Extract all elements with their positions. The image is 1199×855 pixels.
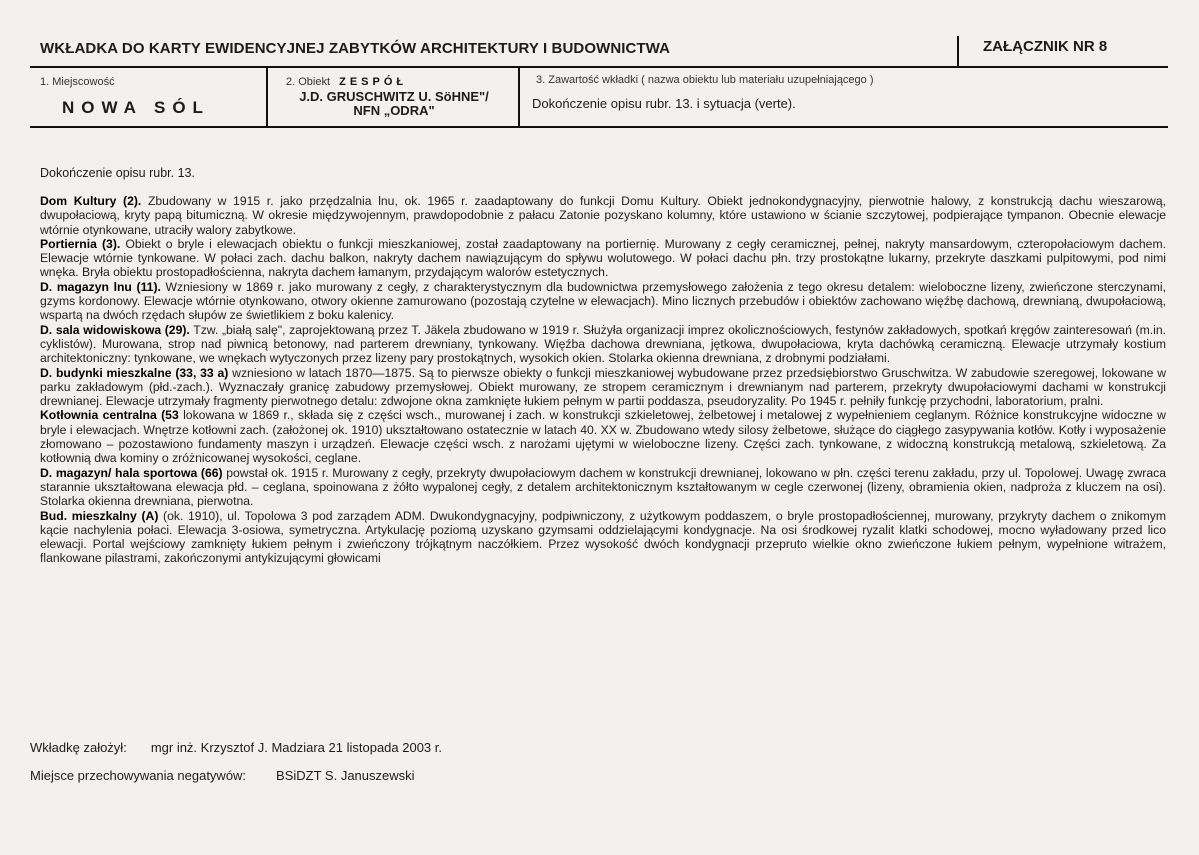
entry-text: Zbudowany w 1915 r. jako przędzalnia lnu, ok. 1965 r. zaadaptowany do funkcji Domu Kultury. Obiekt jednokondygnacyjny, pierwotnie halowy, z konstrukcją dachu wieszarową, dwupołaciową, kryty papą bitumiczną. W okresie międzywojennym, prawdopodobnie z pałacu Zatonie pozyskano kolumny, które ustawiono w ścianie szczytowej, podpierające tympanon. Obecnie elewacje wtórnie otynkowane, utraciły walory zabytkowe. bbox=[40, 194, 1166, 237]
entry-text: powstał ok. 1915 r. Murowany z cegły, przekryty dwupołaciowym dachem w konstrukcji drewnianej, lokowano w płn. części terenu zakładu, przy ul. Topolowej. Uwagę zwraca starannie ukształtowana elewacja płd. – ceglana, spoinowana z żółto wypalonej cegły, z detalem architektonicznym kształtowanym w cegle czerwonej (lizeny, obramienia okien, nadproża z kluczem na osi). Stolarka okienna drewniana, pierwotna. bbox=[40, 465, 1166, 509]
entry-title: D. magazyn lnu (11). bbox=[40, 279, 161, 294]
entry-title: Portiernia (3). bbox=[40, 236, 121, 251]
header-separator bbox=[957, 36, 959, 66]
entry-dom-kultury bbox=[40, 194, 1166, 237]
object-label bbox=[286, 76, 407, 88]
entry-magazyn-lnu bbox=[40, 280, 1166, 323]
entry-portiernia bbox=[40, 237, 1166, 280]
contents-value: Dokończenie opisu rubr. 13. i sytuacja (verte). bbox=[532, 96, 796, 111]
entry-text: wzniesiono w latach 1870—1875. Są to pierwsze obiekty o funkcji mieszkaniowej wybudowane przez przedsiębiorstwo Gruschwitza. W zabudowie szeregowej, lokowane w parku zakładowym (płd.-zach.). Wyznaczały granicę zabudowy przemysłowej. Obiekt murowany, ze stropem ceramicznym i drewnianym nad parterem, przekryty dwupołaciowymi dachami w konstrukcji drewnianej. Elewacje utrzymały fragmenty pierwotnego detalu: zdwojone okna zamknięte łukiem pełnym w partii poddasza, pseudoryzality. Po 1945 r. pełniły funkcję przychodni, laboratorium, pralni. bbox=[40, 365, 1166, 409]
object-name bbox=[270, 90, 518, 118]
object-name-line1: J.D. GRUSCHWITZ U. SöHNE"/ bbox=[299, 89, 489, 104]
locality-label: 1. Miejscowość bbox=[40, 76, 115, 88]
entry-title: Kotłownia centralna (53 bbox=[40, 408, 179, 423]
field-separator-1 bbox=[266, 68, 268, 128]
object-label-text: 2. Obiekt bbox=[286, 76, 331, 88]
entry-hala-sportowa bbox=[40, 466, 1166, 509]
entry-text: Obiekt o bryle i elewacjach obiektu o funkcji mieszkaniowej, został zaadaptowany na portiernię. Murowany z cegły ceramicznej, pełnej, nakryty mansardowym, czteropołaciowym dachem. Elewacje wtórnie tynkowane. W połaci zach. dachu balkon, nakryty dachem nawiązującym do spływu wolutowego. W połaci dachu płn. trzy prostokątne lukarny, przekryte daszkami pulpitowymi, pod nimi wnęka. Bryła obiektu prostopadłościenna, nakryta dachem łamanym, przydającym walorów estetycznych. bbox=[40, 236, 1166, 280]
storage-line bbox=[30, 768, 415, 783]
author-value: mgr inż. Krzysztof J. Madziara 21 listopada 2003 r. bbox=[150, 740, 442, 755]
entry-kotlownia bbox=[40, 408, 1166, 465]
author-line bbox=[30, 740, 442, 755]
entry-title: Bud. mieszkalny (A) bbox=[40, 508, 159, 523]
header-rule-bottom bbox=[30, 126, 1168, 128]
object-type: ZESPÓŁ bbox=[339, 76, 408, 88]
entry-title: Dom Kultury (2). bbox=[40, 194, 142, 208]
object-name-line2: NFN „ODRA" bbox=[353, 103, 435, 118]
locality-value: NOWA SÓL bbox=[62, 98, 210, 117]
author-label: Wkładkę założył: bbox=[30, 740, 127, 755]
entry-text: lokowana w 1869 r., składa się z części wsch., murowanej i zach. w konstrukcji szkieletowej, żelbetowej i metalowej z wypełnieniem ceglanym. Różnice konstrukcyjne widoczne w bryle i elewacjach. Wnętrze kotłowni zach. (założonej ok. 1910) ukształtowano ostatecznie w latach 40. XX w. Zbudowano wtedy silosy żelbetowe, służące do ciągłego zasypywania kotłów. Kotły i wyposażenie złomowano – pozostawiono fundamenty maszyn i urządzeń. Elewacje części wsch. z narożami ujętymi w wieloboczne lizeny. Części zach. tynkowane, z widoczną konstrukcją metalową, szkieletową. Za kotłownią dwa kominy o zróżnicowanej wysokości, ceglane. bbox=[40, 408, 1166, 466]
header-rule-top bbox=[30, 66, 1168, 68]
entry-sala-widowiskowa bbox=[40, 323, 1166, 366]
entry-text: Tzw. „białą salę", zaprojektowaną przez T. Jäkela zbudowano w 1919 r. Służyła organizacji imprez okolicznościowych, festynów zakładowych, spotkań kręgów zainteresowań (m.in. cyklistów). Murowana, strop nad piwnicą betonowy, nad parterem drewniany, tynkowany. Więźba dachowa drewniana, jętkowa, dwupołaciowa, kryta dachówką ceramiczną. Elewacje utrzymały kostium architektoniczny: tynkowane, we wnękach wytyczonych przez lizeny pary prostokątnych, wysokich okien. Stolarka okienna drewniana, z drobnymi podziałami. bbox=[40, 322, 1166, 366]
entry-text: (ok. 1910), ul. Topolowa 3 pod zarządem ADM. Dwukondygnacyjny, podpiwniczony, z użytkowym poddaszem, o bryle prostopadłościennej, murowany, przykryty dachem o znikomym kącie nachylenia połaci. Elewacja 3-osiowa, symetryczna. Artykulację poziomą uzyskano gzymsami oddzielającymi kondygnacje. Na osi środkowej ryzalit klatki schodowej, mocno wyładowany przed lico elewacji. Portal wejściowy zamknięty łukiem pełnym i zwieńczony trójkątnym naczółkiem. Przez wysokość dwóch kondygnacji przepruto wielkie okno zwieńczone łukiem pełnym, wypełnione witrażem, flankowane pilastrami, zakończonymi antykizującymi głowicami bbox=[40, 508, 1166, 566]
field-separator-2 bbox=[518, 68, 520, 128]
entry-text: Wzniesiony w 1869 r. jako murowany z cegły, z charakterystycznym dla budownictwa przemysłowego założenia z tego okresu detalem: wieloboczne lizeny, zwieńczone sterczynami, gzyms kordonowy. Elewacje wtórnie otynkowano, otwory okienne zamurowano (pozostają czytelne w elewacjach). Mino licznych przebudów i obiektów zachowano więźbę dachową, drewnianą, dwupołaciową, wspartą na dwóch rzędach słupów ze świetlikiem z boku kalenicy. bbox=[40, 279, 1166, 323]
form-title: WKŁADKA DO KARTY EWIDENCYJNEJ ZABYTKÓW ARCHITEKTURY I BUDOWNICTWA bbox=[40, 40, 671, 57]
contents-label: 3. Zawartość wkładki ( nazwa obiektu lub materiału uzupełniającego ) bbox=[536, 74, 874, 86]
intro-line: Dokończenie opisu rubr. 13. bbox=[40, 166, 195, 180]
entry-bud-mieszkalny bbox=[40, 509, 1166, 566]
storage-value: BSiDZT S. Januszewski bbox=[276, 768, 415, 783]
entry-title: D. sala widowiskowa (29). bbox=[40, 322, 190, 337]
entry-budynki-mieszkalne bbox=[40, 366, 1166, 409]
entry-title: D. magazyn/ hala sportowa (66) bbox=[40, 465, 223, 480]
description-body bbox=[40, 194, 1166, 566]
annex-number: ZAŁĄCZNIK NR 8 bbox=[983, 38, 1108, 55]
entry-title: D. budynki mieszkalne (33, 33 a) bbox=[40, 365, 229, 380]
storage-label: Miejsce przechowywania negatywów: bbox=[30, 768, 247, 783]
